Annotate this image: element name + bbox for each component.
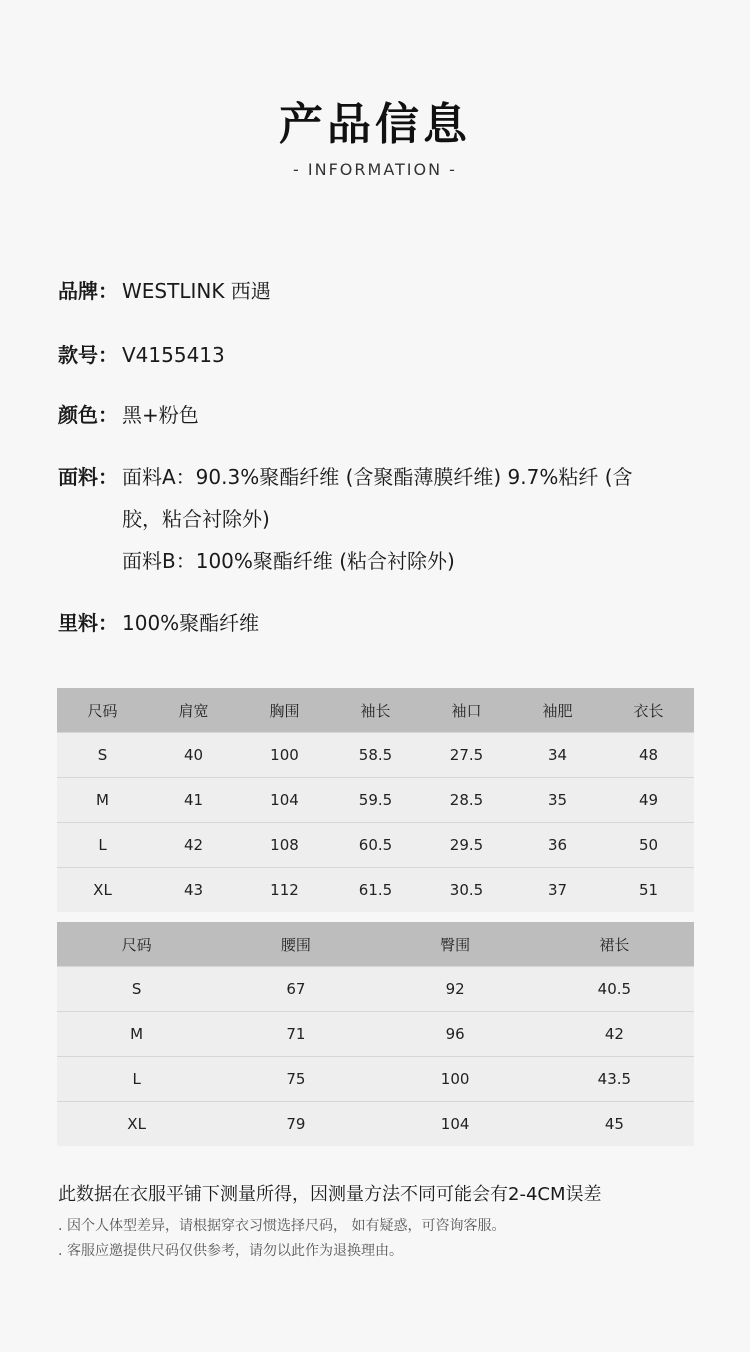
column-header: 袖肥 bbox=[512, 688, 603, 733]
table-cell: 50 bbox=[603, 823, 694, 868]
style-label: 款号： bbox=[58, 343, 118, 367]
table-cell: 48 bbox=[603, 733, 694, 778]
table-cell: 37 bbox=[512, 868, 603, 913]
size-table-top bbox=[57, 688, 694, 912]
table-cell: 43 bbox=[148, 868, 239, 913]
table-cell: L bbox=[57, 1057, 216, 1102]
column-header: 袖口 bbox=[421, 688, 512, 733]
table-cell: 41 bbox=[148, 778, 239, 823]
fabric-label: 面料： bbox=[58, 465, 118, 489]
column-header: 臀围 bbox=[376, 922, 535, 967]
table-cell: 58.5 bbox=[330, 733, 421, 778]
table-cell: 36 bbox=[512, 823, 603, 868]
fabric-line-a1: 面料A：90.3%聚酯纤维 (含聚酯薄膜纤维) 9.7%粘纤 (含 bbox=[122, 465, 633, 489]
table-cell: S bbox=[57, 967, 216, 1012]
table-cell: 75 bbox=[216, 1057, 375, 1102]
bullet-mark: . bbox=[58, 1243, 63, 1259]
table-cell: XL bbox=[57, 1102, 216, 1147]
column-header: 尺码 bbox=[57, 922, 216, 967]
table-row bbox=[57, 823, 694, 868]
note-item bbox=[58, 1215, 738, 1235]
table-cell: 40 bbox=[148, 733, 239, 778]
table-cell: 60.5 bbox=[330, 823, 421, 868]
note-text-1: 因个人体型差异，请根据穿衣习惯选择尺码， 如有疑惑，可咨询客服。 bbox=[67, 1218, 506, 1234]
page-subtitle: - INFORMATION - bbox=[293, 160, 457, 179]
brand-label: 品牌： bbox=[58, 279, 118, 303]
fabric-line-b: 面料B：100%聚酯纤维 (粘合衬除外) bbox=[122, 549, 455, 573]
fabric-row bbox=[58, 456, 698, 582]
table-row bbox=[57, 1012, 694, 1057]
table-cell: 35 bbox=[512, 778, 603, 823]
table-row bbox=[57, 733, 694, 778]
table-cell: L bbox=[57, 823, 148, 868]
note-item bbox=[58, 1240, 738, 1260]
table-row bbox=[57, 1057, 694, 1102]
lining-value: 100%聚酯纤维 bbox=[122, 611, 260, 635]
color-value: 黑+粉色 bbox=[122, 403, 199, 427]
page-title: 产品信息 bbox=[279, 99, 471, 150]
table-cell: 100 bbox=[239, 733, 330, 778]
table-cell: 49 bbox=[603, 778, 694, 823]
table-cell: 51 bbox=[603, 868, 694, 913]
column-header: 裙长 bbox=[535, 922, 694, 967]
table-cell: 27.5 bbox=[421, 733, 512, 778]
table-cell: 42 bbox=[535, 1012, 694, 1057]
table-cell: 59.5 bbox=[330, 778, 421, 823]
table-cell: 104 bbox=[239, 778, 330, 823]
table-cell: 29.5 bbox=[421, 823, 512, 868]
table-cell: 92 bbox=[376, 967, 535, 1012]
table-cell: M bbox=[57, 778, 148, 823]
table-cell: M bbox=[57, 1012, 216, 1057]
table-row bbox=[57, 778, 694, 823]
table-cell: 96 bbox=[376, 1012, 535, 1057]
table-row bbox=[57, 967, 694, 1012]
style-row bbox=[58, 334, 698, 376]
brand-row bbox=[58, 270, 698, 312]
table-cell: 100 bbox=[376, 1057, 535, 1102]
fabric-line-a2: 胶，粘合衬除外) bbox=[122, 507, 270, 531]
table-cell: 61.5 bbox=[330, 868, 421, 913]
color-label: 颜色： bbox=[58, 403, 118, 427]
table-cell: S bbox=[57, 733, 148, 778]
table-row bbox=[57, 868, 694, 913]
brand-value: WESTLINK 西遇 bbox=[122, 279, 271, 303]
table-cell: 28.5 bbox=[421, 778, 512, 823]
table-row bbox=[57, 1102, 694, 1147]
table-cell: 71 bbox=[216, 1012, 375, 1057]
column-header: 肩宽 bbox=[148, 688, 239, 733]
table-cell: 108 bbox=[239, 823, 330, 868]
style-value: V4155413 bbox=[122, 343, 225, 367]
column-header: 尺码 bbox=[57, 688, 148, 733]
table-cell: 67 bbox=[216, 967, 375, 1012]
lining-row bbox=[58, 602, 698, 644]
table-cell: 34 bbox=[512, 733, 603, 778]
bullet-mark: . bbox=[58, 1218, 63, 1234]
measurement-note: 此数据在衣服平铺下测量所得，因测量方法不同可能会有2-4CM误差 bbox=[58, 1184, 602, 1205]
column-header: 衣长 bbox=[603, 688, 694, 733]
table-cell: 104 bbox=[376, 1102, 535, 1147]
table-cell: 40.5 bbox=[535, 967, 694, 1012]
table-cell: 112 bbox=[239, 868, 330, 913]
column-header: 袖长 bbox=[330, 688, 421, 733]
table-cell: 45 bbox=[535, 1102, 694, 1147]
note-text-2: 客服应邀提供尺码仅供参考，请勿以此作为退换理由。 bbox=[67, 1243, 403, 1259]
table-cell: 43.5 bbox=[535, 1057, 694, 1102]
table-cell: 42 bbox=[148, 823, 239, 868]
lining-label: 里料： bbox=[58, 611, 118, 635]
size-table-skirt bbox=[57, 922, 694, 1146]
column-header: 腰围 bbox=[216, 922, 375, 967]
table-cell: 79 bbox=[216, 1102, 375, 1147]
column-header: 胸围 bbox=[239, 688, 330, 733]
table-cell: 30.5 bbox=[421, 868, 512, 913]
table-cell: XL bbox=[57, 868, 148, 913]
color-row bbox=[58, 394, 698, 436]
